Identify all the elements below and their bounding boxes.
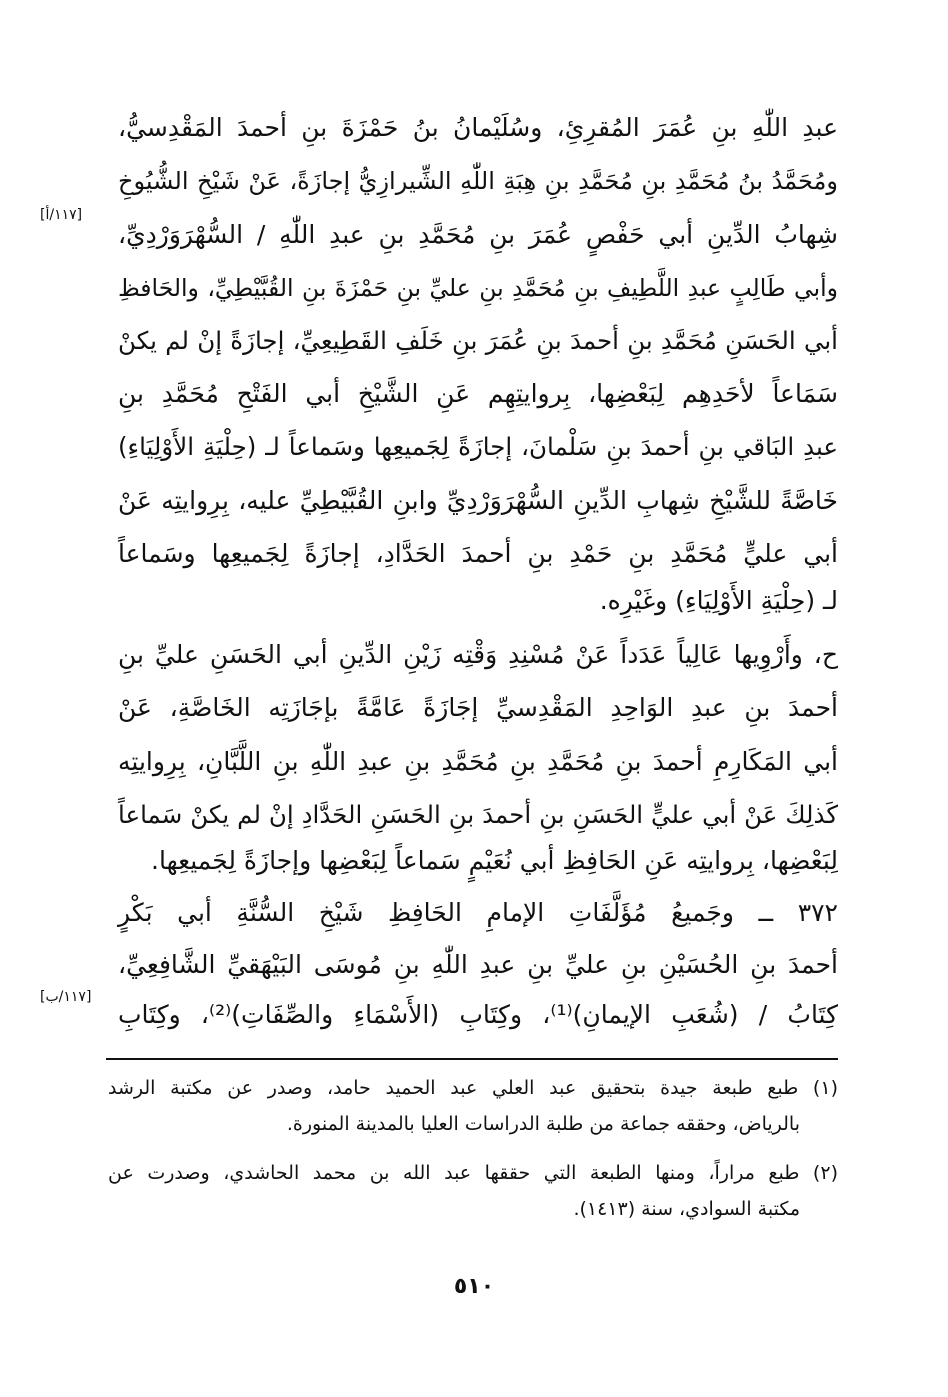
text-line: كِتَابُ / (شُعَبِ الإيمانِ)⁽¹⁾، وكِتَابِ (الأَسْمَاءِ والصِّفَاتِ)⁽²⁾، وكِتَابِ	[118, 1000, 839, 1029]
text-line: ومُحَمَّدُ بنُ مُحَمَّدِ بنِ مُحَمَّدِ بنِ هِبَةِ اللّٰهِ الشِّيرازِيُّ إجازَةً، عَنْ شَيْخِ الشُّيُوخِ	[118, 167, 838, 195]
text-line: ح، وأَرْوِيها عَالِياً عَدَداً عَنْ مُسْنِدِ وَقْتِه زَيْنِ الدِّينِ أبي الحَسَنِ عليِّ بنِ	[118, 640, 838, 669]
footnote-line: مكتبة السوادي، سنة (١٤١٣).	[573, 1198, 800, 1220]
footnote-line: (٢) طبع مراراً، ومنها الطبعة التي حققها عبد الله بن محمد الحاشدي، وصدرت عن	[108, 1162, 838, 1184]
footnote-separator	[106, 1058, 838, 1060]
text-line: خَاصَّةً للشَّيْخِ شِهابِ الدِّينِ السُّهْرَوَرْدِيِّ وابنِ القُبَّيْطِيِّ عليه، بِرِوايتِه عَنْ	[118, 486, 838, 515]
text-line: سَمَاعاً لأحَدِهِم لِبَعْضِها، بِروايتِهِم عَنِ الشَّيْخِ أبي الفَتْحِ مُحَمَّدِ بنِ	[118, 379, 838, 408]
text-line: لـ (حِلْيَةِ الأَوْلِيَاءِ) وغَيْرِه.	[599, 586, 838, 615]
page-number: ٥١٠	[453, 1274, 495, 1299]
text-line: عبدِ البَاقي بنِ أحمدَ بنِ سَلْمانَ، إجازَةً لِجَميعِها وسَماعاً لـ (حِلْيَةِ الأَوْلِيَاءِ)	[118, 432, 838, 461]
text-line: أبي المَكَارِمِ أحمدَ بنِ مُحَمَّدِ بنِ مُحَمَّدِ بنِ عبدِ اللّٰهِ بنِ اللَّبَّانِ، بِرِوايتِه	[118, 747, 838, 776]
marginal-folio-note: [١١٧/أ]	[40, 207, 83, 223]
text-line: شِهابُ الدِّينِ أبي حَفْصٍ عُمَرَ بنِ مُحَمَّدِ بنِ عبدِ اللّٰهِ / السُّهْرَوَرْدِيِّ،	[118, 220, 838, 249]
text-line: ٣٧٢ ــ وجَميعُ مُؤَلَّفَاتِ الإمامِ الحَافِظِ شَيْخِ السُّنَّةِ أبي بَكْرٍ	[118, 898, 838, 927]
text-line: كَذلِكَ عَنْ أبي عليٍّ الحَسَنِ بنِ أحمدَ بنِ الحَسَنِ الحَدَّادِ إنْ لم يكنْ سَماعاً	[118, 800, 838, 829]
footnote-line: بالرياض، وحققه جماعة من طلبة الدراسات العليا بالمدينة المنورة.	[286, 1113, 800, 1135]
text-line: عبدِ اللّٰهِ بنِ عُمَرَ المُقرِئِ، وسُلَيْمانُ بنُ حَمْزَةَ بنِ أحمدَ المَقْدِسيُّ،	[118, 113, 838, 142]
footnote-1	[108, 1070, 838, 1142]
text-line: أبي عليٍّ مُحَمَّدِ بنِ حَمْدِ بنِ أحمدَ الحَدَّادِ، إجازَةً لِجَميعِها وسَماعاً	[118, 539, 838, 568]
marginal-folio-note: [١١٧/ب]	[40, 989, 92, 1005]
text-line: أبي الحَسَنِ مُحَمَّدِ بنِ أحمدَ بنِ عُمَرَ بنِ خَلَفِ القَطِيعِيِّ، إجازَةً إنْ لم يكنْ	[118, 326, 838, 355]
text-line: أحمدَ بنِ عبدِ الوَاحِدِ المَقْدِسيِّ إجَازَةً عَامَّةً بإجَازَتِه الخَاصَّةِ، عَنْ	[118, 693, 838, 722]
text-line: وأبي طَالِبٍ عبدِ اللَّطِيفِ بنِ مُحَمَّدِ بنِ عليِّ بنِ حَمْزَةَ بنِ القُبَّيْطِيِّ، والحَافظِ	[118, 274, 838, 302]
footnote-line: (١) طبع طبعة جيدة بتحقيق عبد العلي عبد الحميد حامد، وصدر عن مكتبة الرشد	[108, 1077, 838, 1099]
footnote-2	[108, 1155, 838, 1227]
text-line: لِبَعْضِها، بِروايتِه عَنِ الحَافِظِ أبي نُعَيْمٍ سَماعاً لِبَعْضِها وإجازَةً لِجَميعِها.	[151, 846, 838, 875]
text-line: أحمدَ بنِ الحُسَيْنِ بنِ عليِّ بنِ عبدِ اللّٰهِ بنِ مُوسَى البَيْهَقيِّ الشَّافِعِيِّ،	[118, 950, 838, 979]
